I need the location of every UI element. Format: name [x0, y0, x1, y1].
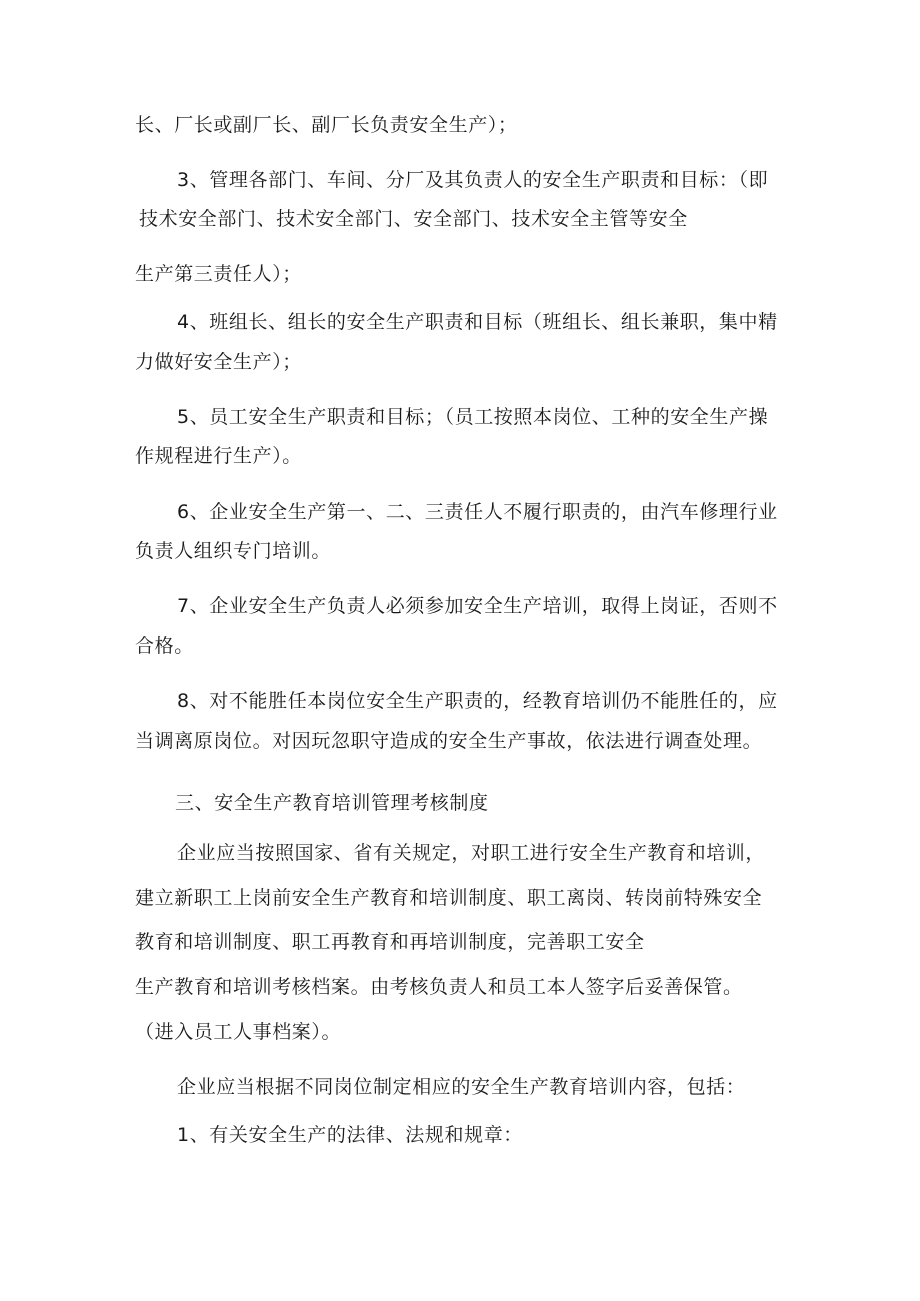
text-line: 5、员工安全生产职责和目标；（员工按照本岗位、工种的安全生产操 — [177, 406, 769, 428]
text-line: 生产第三责任人）； — [135, 263, 302, 285]
text-line: 作规程进行生产）。 — [135, 445, 302, 467]
text-line: 8、对不能胜任本岗位安全生产职责的，经教育培训仍不能胜任的，应 — [177, 690, 778, 712]
text-line: 技术安全部门、技术安全部门、安全部门、技术安全主管等安全 — [139, 208, 688, 230]
text-line: 3、管理各部门、车间、分厂及其负责人的安全生产职责和目标：（即 — [177, 169, 769, 191]
section-heading: 三、安全生产教育培训管理考核制度 — [175, 792, 489, 814]
text-line: 1、有关安全生产的法律、法规和规章： — [177, 1124, 523, 1146]
text-line: （进入员工人事档案）。 — [135, 1021, 342, 1043]
text-line: 7、企业安全生产负责人必须参加安全生产培训，取得上岗证，否则不 — [177, 595, 778, 617]
text-line: 合格。 — [135, 635, 194, 657]
text-line: 4、班组长、组长的安全生产职责和目标（班组长、组长兼职，集中精 — [177, 311, 778, 333]
text-line: 企业应当按照国家、省有关规定，对职工进行安全生产教育和培训， — [177, 842, 766, 864]
text-line: 6、企业安全生产第一、二、三责任人不履行职责的，由汽车修理行业 — [177, 501, 778, 523]
text-line: 负责人组织专门培训。 — [135, 540, 332, 562]
text-line: 建立新职工上岗前安全生产教育和培训制度、职工离岗、转岗前特殊安全 — [135, 887, 763, 909]
text-line: 当调离原岗位。对因玩忽职守造成的安全生产事故，依法进行调查处理。 — [135, 730, 763, 752]
text-line: 生产教育和培训考核档案。由考核负责人和员工本人签字后妥善保管。 — [135, 976, 743, 998]
text-line: 教育和培训制度、职工再教育和再培训制度，完善职工安全 — [135, 931, 645, 953]
text-line: 长、厂长或副厂长、副厂长负责安全生产）； — [135, 114, 518, 136]
text-line: 企业应当根据不同岗位制定相应的安全生产教育培训内容，包括： — [177, 1076, 746, 1098]
text-line: 力做好安全生产）； — [135, 351, 302, 373]
